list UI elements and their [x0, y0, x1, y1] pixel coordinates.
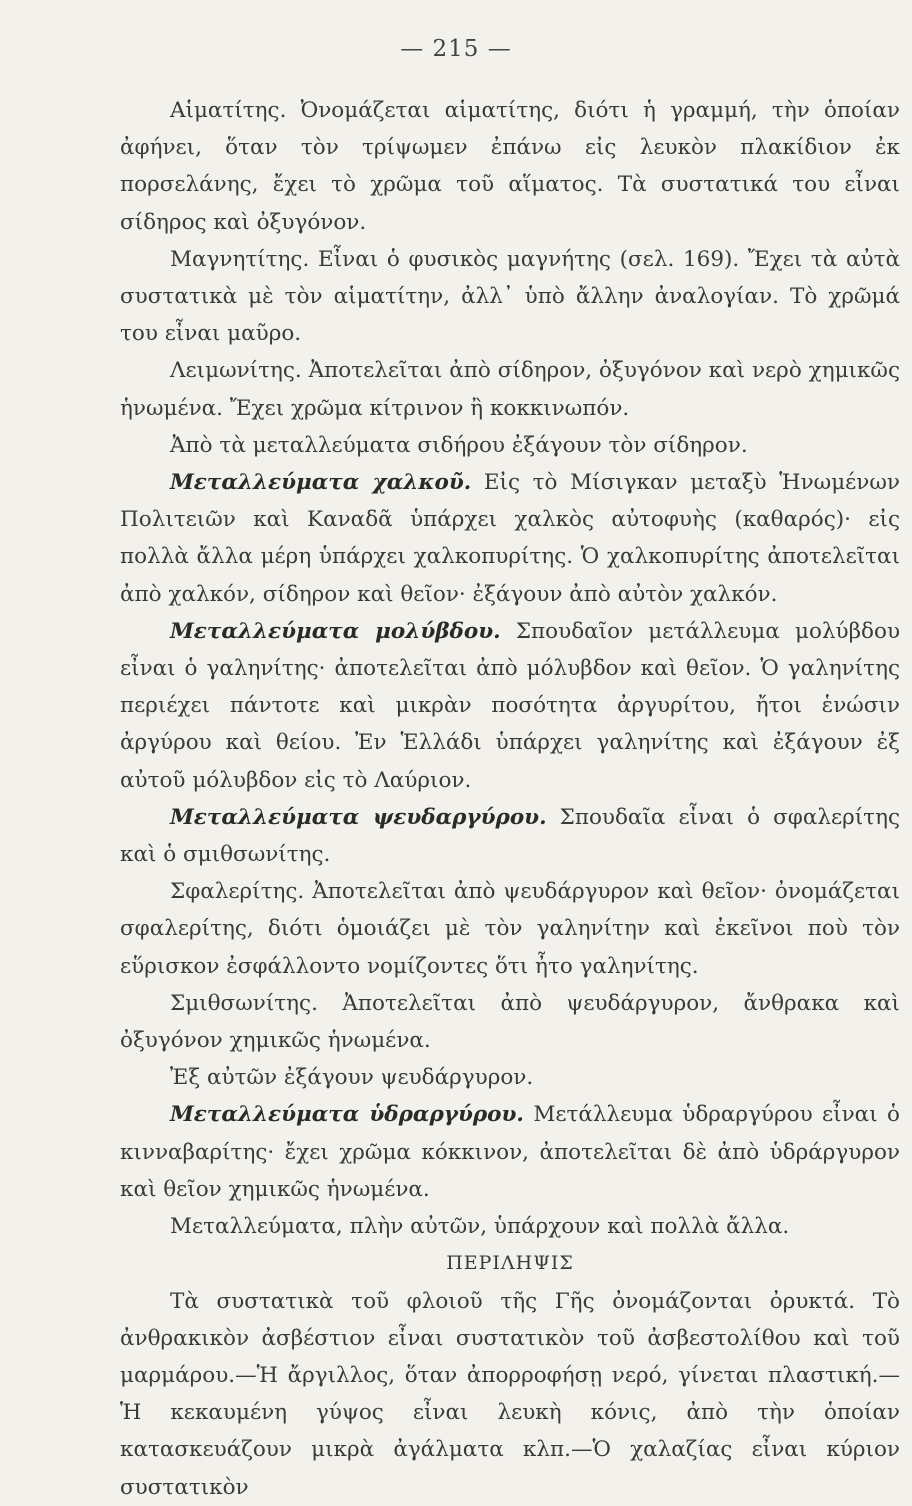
- paragraph-text: Εἰς τὸ Μίσιγκαν μεταξὺ Ἡνωμένων Πολιτειῶν καὶ Καναδᾶ ὑπάρχει χαλκὸς αὐτοφυὴς (καθαρός)· εἰς πολλὰ ἄλλα μέρη ὑπάρχει χαλκοπυρίτης. Ὁ χαλκοπυρίτης ἀποτελεῖται ἀπὸ χαλκόν, σίδηρον καὶ θεῖον· ἐξάγουν ἀπὸ αὐτὸν χαλκόν.: [120, 470, 900, 607]
- paragraph-text: Λειμωνίτης. Ἀποτελεῖται ἀπὸ σίδηρον, ὀξυγόνον καὶ νερὸ χημικῶς ἡνωμένα. Ἔχει χρῶμα κίτρινον ἢ κοκκινωπόν.: [120, 358, 900, 421]
- paragraph: [120, 427, 900, 464]
- paragraph: [120, 985, 900, 1059]
- paragraph: [120, 241, 900, 353]
- section-heading: Μεταλλεύματα ψευδαργύρου.: [170, 804, 547, 830]
- page-number: — 215 —: [400, 36, 512, 62]
- paragraph: [120, 1096, 900, 1208]
- paragraph-text: Σπουδαῖα εἶναι ὁ σφαλερίτης καὶ ὁ σμιθσωνίτης.: [120, 804, 900, 868]
- paragraph: [120, 464, 900, 613]
- paragraph: [120, 352, 900, 426]
- paragraph-text: Ἐξ αὐτῶν ἐξάγουν ψευδάργυρον.: [170, 1065, 534, 1091]
- paragraph: [120, 1059, 900, 1096]
- body-text: [120, 92, 900, 1506]
- paragraph-text: Ἀπὸ τὰ μεταλλεύματα σιδήρου ἐξάγουν τὸν σίδηρον.: [170, 432, 748, 458]
- paragraph-text: Μεταλλεύματα, πλὴν αὐτῶν, ὑπάρχουν καὶ πολλὰ ἄλλα.: [170, 1214, 790, 1240]
- paragraph-text: Σμιθσωνίτης. Ἀποτελεῖται ἀπὸ ψευδάργυρον, ἄνθρακα καὶ ὀξυγόνον χημικῶς ἡνωμένα.: [120, 990, 900, 1054]
- paragraph-text: Σπουδαῖον μετάλλευμα μολύβδου εἶναι ὁ γαληνίτης· ἀποτελεῖται ἀπὸ μόλυβδον καὶ θεῖον. Ὁ γαληνίτης περιέχει πάντοτε καὶ μικρὰν ποσότητα ἀργυρίτου, ἤτοι ἑνώσιν ἀργύρου καὶ θείου. Ἐν Ἑλλάδι ὑπάρχει γαληνίτης καὶ ἐξάγουν ἐξ αὐτοῦ μόλυβδον εἰς τὸ Λαύριον.: [120, 618, 901, 793]
- paragraph-text: Μαγνητίτης. Εἶναι ὁ φυσικὸς μαγνήτης (σελ. 169). Ἔχει τὰ αὐτὰ συστατικὰ μὲ τὸν αἱματίτην, ἀλλ᾽ ὑπὸ ἄλλην ἀναλογίαν. Τὸ χρῶμά του εἶναι μαῦρο.: [120, 246, 900, 347]
- summary-title: ΠΕΡΙΛΗΨΙΣ: [446, 1252, 574, 1275]
- paragraph-text: Αἱματίτης. Ὀνομάζεται αἱματίτης, διότι ἡ γραμμή, τὴν ὁποίαν ἀφήνει, ὅταν τὸν τρίψωμεν ἐπάνω εἰς λευκὸν πλακίδιον ἐκ πορσελάνης, ἔχει τὸ χρῶμα τοῦ αἵματος. Τὰ συστατικά του εἶναι σίδηρος καὶ ὀξυγόνον.: [120, 98, 900, 235]
- paragraph: [120, 613, 900, 799]
- paragraph-text: Μετάλλευμα ὑδραργύρου εἶναι ὁ κινναβαρίτης· ἔχει χρῶμα κόκκινον, ἀποτελεῖται δὲ ἀπὸ ὑδράργυρον καὶ θεῖον χημικῶς ἡνωμένα.: [120, 1102, 900, 1202]
- paragraph-text: Σφαλερίτης. Ἀποτελεῖται ἀπὸ ψευδάργυρον καὶ θεῖον· ὀνομάζεται σφαλερίτης, διότι ὁμοιάζει μὲ τὸν γαληνίτην καὶ ἐκεῖνοι ποὺ τὸν εὕρισκον ἐσφάλλοντο νομίζοντες ὅτι ἦτο γαληνίτης.: [120, 879, 900, 979]
- paragraph: [120, 1208, 900, 1245]
- section-heading: Μεταλλεύματα χαλκοῦ.: [170, 470, 472, 496]
- paragraph: [120, 873, 900, 985]
- paragraph: [120, 799, 900, 873]
- section-heading: Μεταλλεύματα ὑδραργύρου.: [170, 1102, 524, 1128]
- section-heading: Μεταλλεύματα μολύβδου.: [170, 618, 501, 644]
- summary-text: Τὰ συστατικὰ τοῦ φλοιοῦ τῆς Γῆς ὀνομάζονται ὀρυκτά. Τὸ ἀνθρακικὸν ἀσβέστιον εἶναι συστατικὸν τοῦ ἀσβεστολίθου καὶ τοῦ μαρμάρου.—Ἡ ἄργιλλος, ὅταν ἀπορροφήσῃ νερό, γίνεται πλαστική.—Ἡ κεκαυμένη γύψος εἶναι λευκὴ κόνις, ἀπὸ τὴν ὁποίαν κατασκευάζουν μικρὰ ἀγάλματα κλπ.—Ὁ χαλαζίας εἶναι κύριον συστατικὸν: [120, 1288, 900, 1500]
- paragraph: [120, 92, 900, 241]
